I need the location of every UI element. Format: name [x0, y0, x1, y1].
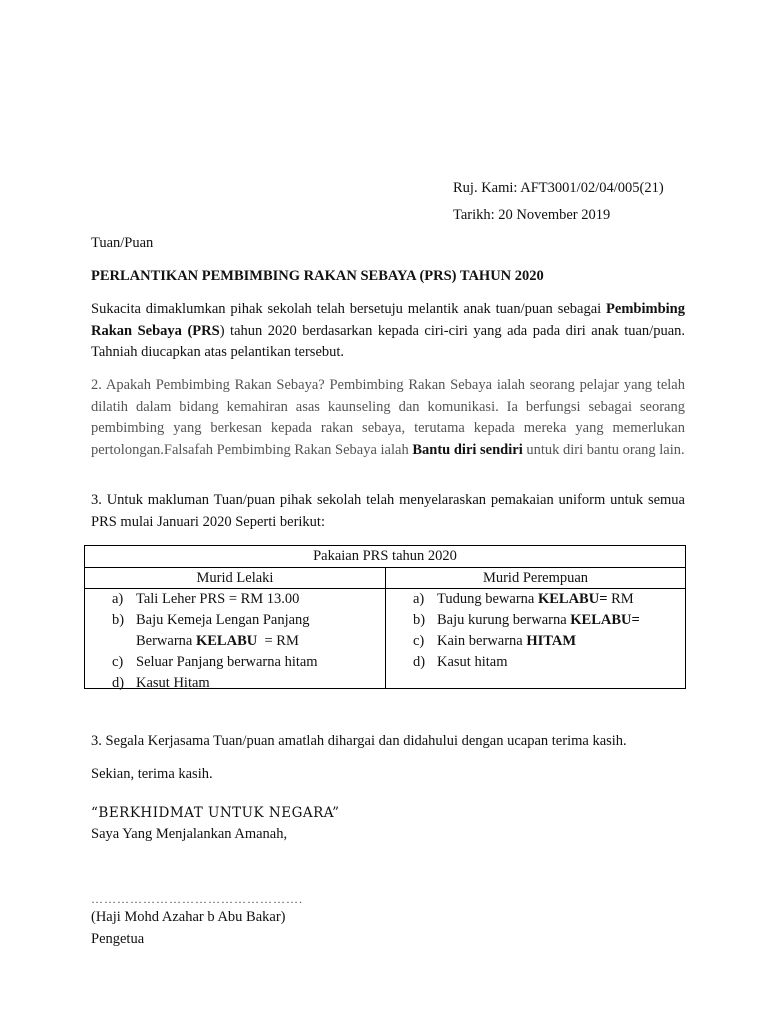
signatory-name: (Haji Mohd Azahar b Abu Bakar)	[91, 909, 286, 925]
uniform-table	[84, 545, 686, 689]
column-header-female: Murid Perempuan	[482, 570, 589, 586]
paragraph-1-bold: Pembimbing Rakan Sebaya (PRS	[91, 301, 685, 339]
motto: “BERKHIDMAT UNTUK NEGARA”	[91, 805, 340, 821]
list-item: d) Kasut Hitam	[112, 675, 210, 691]
letter-date: Tarikh: 20 November 2019	[453, 207, 611, 223]
signatory-title: Pengetua	[91, 931, 145, 947]
table-header-row	[85, 568, 685, 589]
sign-off: Saya Yang Menjalankan Amanah,	[91, 826, 288, 842]
list-item: Berwarna KELABU = RM	[136, 633, 299, 649]
reference-number: Ruj. Kami: AFT3001/02/04/005(21)	[453, 180, 664, 196]
list-item: c) Seluar Panjang berwarna hitam	[112, 654, 318, 670]
list-item: a) Tudung bewarna KELABU= RM	[413, 591, 634, 607]
letter-subject: PERLANTIKAN PEMBIMBING RAKAN SEBAYA (PRS) TAHUN 2020	[91, 268, 544, 284]
signature-line: ………………………………………….	[91, 892, 303, 906]
paragraph-2-text-a: 2. Apakah Pembimbing Rakan Sebaya? Pembimbing Rakan Sebaya ialah seorang pelajar yang telah dilatih dalam bidang kemahiran asas kaunseling dan komunikasi. Ia berfungsi sebagai seorang pembimbing yang berkesan kepada rakan sebaya, terutama kepada mereka yang memerlukan pertolongan.Falsafah Pembimbing Rakan Sebaya ialah	[91, 377, 685, 458]
paragraph-2-text-c: untuk diri bantu orang lain.	[522, 441, 685, 458]
table-caption: Pakaian PRS tahun 2020	[85, 546, 685, 568]
list-item: d) Kasut hitam	[413, 654, 508, 670]
list-item: c) Kain berwarna HITAM	[413, 633, 577, 649]
list-item: b) Baju Kemeja Lengan Panjang	[112, 612, 310, 628]
paragraph-1	[91, 299, 685, 364]
paragraph-2	[91, 375, 685, 461]
paragraph-2-bold: Bantu diri sendiri	[412, 441, 523, 458]
table-body-row	[85, 589, 685, 691]
list-item: b) Baju kurung berwarna KELABU=	[413, 612, 640, 628]
salutation: Tuan/Puan	[91, 235, 154, 251]
list-item: a) Tali Leher PRS = RM 13.00	[112, 591, 300, 607]
paragraph-1-text-c: ) tahun 2020 berdasarkan kepada ciri-ciri yang ada pada diri anak tuan/puan. Tahniah diucapkan atas pelantikan tersebut.	[91, 322, 686, 360]
paragraph-4: 3. Segala Kerjasama Tuan/puan amatlah dihargai dan didahului dengan ucapan terima kasih.	[91, 733, 627, 749]
column-header-male: Murid Lelaki	[85, 568, 386, 588]
female-items-column	[386, 589, 685, 688]
paragraph-3: 3. Untuk makluman Tuan/puan pihak sekolah telah menyelaraskan pemakaian uniform untuk semua PRS mulai Januari 2020 Seperti berikut:	[91, 492, 685, 530]
closing-line: Sekian, terima kasih.	[91, 766, 213, 782]
paragraph-1-text-a: Sukacita dimaklumkan pihak sekolah telah bersetuju melantik anak tuan/puan sebagai	[91, 301, 607, 317]
male-items-column	[85, 589, 386, 691]
